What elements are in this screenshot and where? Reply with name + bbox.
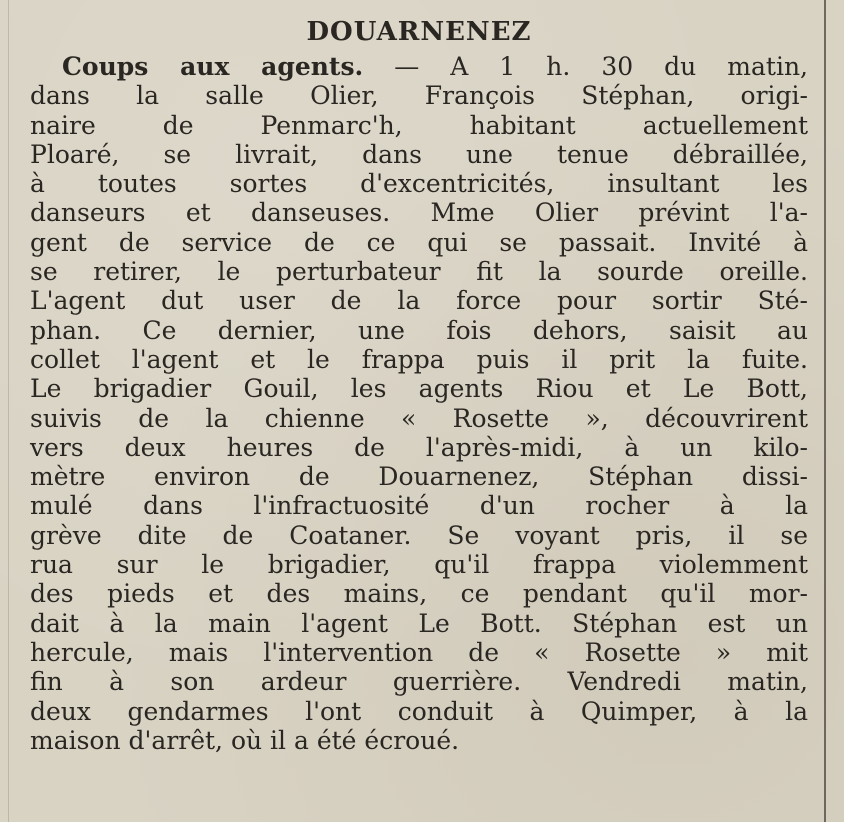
article-line: dans la salle Olier, François Stéphan, origi- xyxy=(30,81,808,111)
article-line: des pieds et des mains, ce pendant qu'il mor- xyxy=(30,579,808,609)
article-line: grève dite de Coataner. Se voyant pris, il se xyxy=(30,520,808,550)
article-line: phan. Ce dernier, une fois dehors, saisit au xyxy=(30,315,808,345)
article-line: rua sur le brigadier, qu'il frappa violemment xyxy=(30,550,808,580)
article-line: maison d'arrêt, où il a été écroué. xyxy=(30,725,460,755)
article-line: Ploaré, se livrait, dans une tenue débraillée, xyxy=(30,139,808,169)
article-line: mètre environ de Douarnenez, Stéphan dissi- xyxy=(30,462,808,492)
article-body xyxy=(30,52,808,755)
article-line: dait à la main l'agent Le Bott. Stéphan est un xyxy=(30,608,808,638)
article-line: Coups aux agents. — A 1 h. 30 du matin, xyxy=(62,52,808,81)
article-line: suivis de la chienne « Rosette », découvrirent xyxy=(30,403,808,433)
article-line: danseurs et danseuses. Mme Olier prévint l'a- xyxy=(30,198,808,228)
article-line: vers deux heures de l'après-midi, à un kilo- xyxy=(30,432,808,462)
article-line: collet l'agent et le frappa puis il prit la fuite. xyxy=(30,344,808,374)
article-line: L'agent dut user de la force pour sortir Sté- xyxy=(30,286,808,316)
article-line: mulé dans l'infractuosité d'un rocher à la xyxy=(30,491,808,521)
article-line: fin à son ardeur guerrière. Vendredi matin, xyxy=(30,667,808,697)
article-line: Le brigadier Gouil, les agents Riou et Le Bott, xyxy=(30,374,808,404)
article-headline: DOUARNENEZ xyxy=(306,17,532,47)
article-line: se retirer, le perturbateur fit la sourde oreille. xyxy=(30,257,808,287)
article-line: deux gendarmes l'ont conduit à Quimper, à la xyxy=(30,696,808,726)
column-rule-right xyxy=(824,0,826,822)
article-line: hercule, mais l'intervention de « Rosette » mit xyxy=(30,637,808,667)
article-line: gent de service de ce qui se passait. Invité à xyxy=(30,227,808,257)
article-lead: Coups aux agents. xyxy=(62,52,364,81)
column-rule-left xyxy=(8,0,9,822)
article-line: naire de Penmarc'h, habitant actuellement xyxy=(30,110,808,140)
news-article xyxy=(30,12,808,755)
article-line: à toutes sortes d'excentricités, insultant les xyxy=(30,169,808,199)
